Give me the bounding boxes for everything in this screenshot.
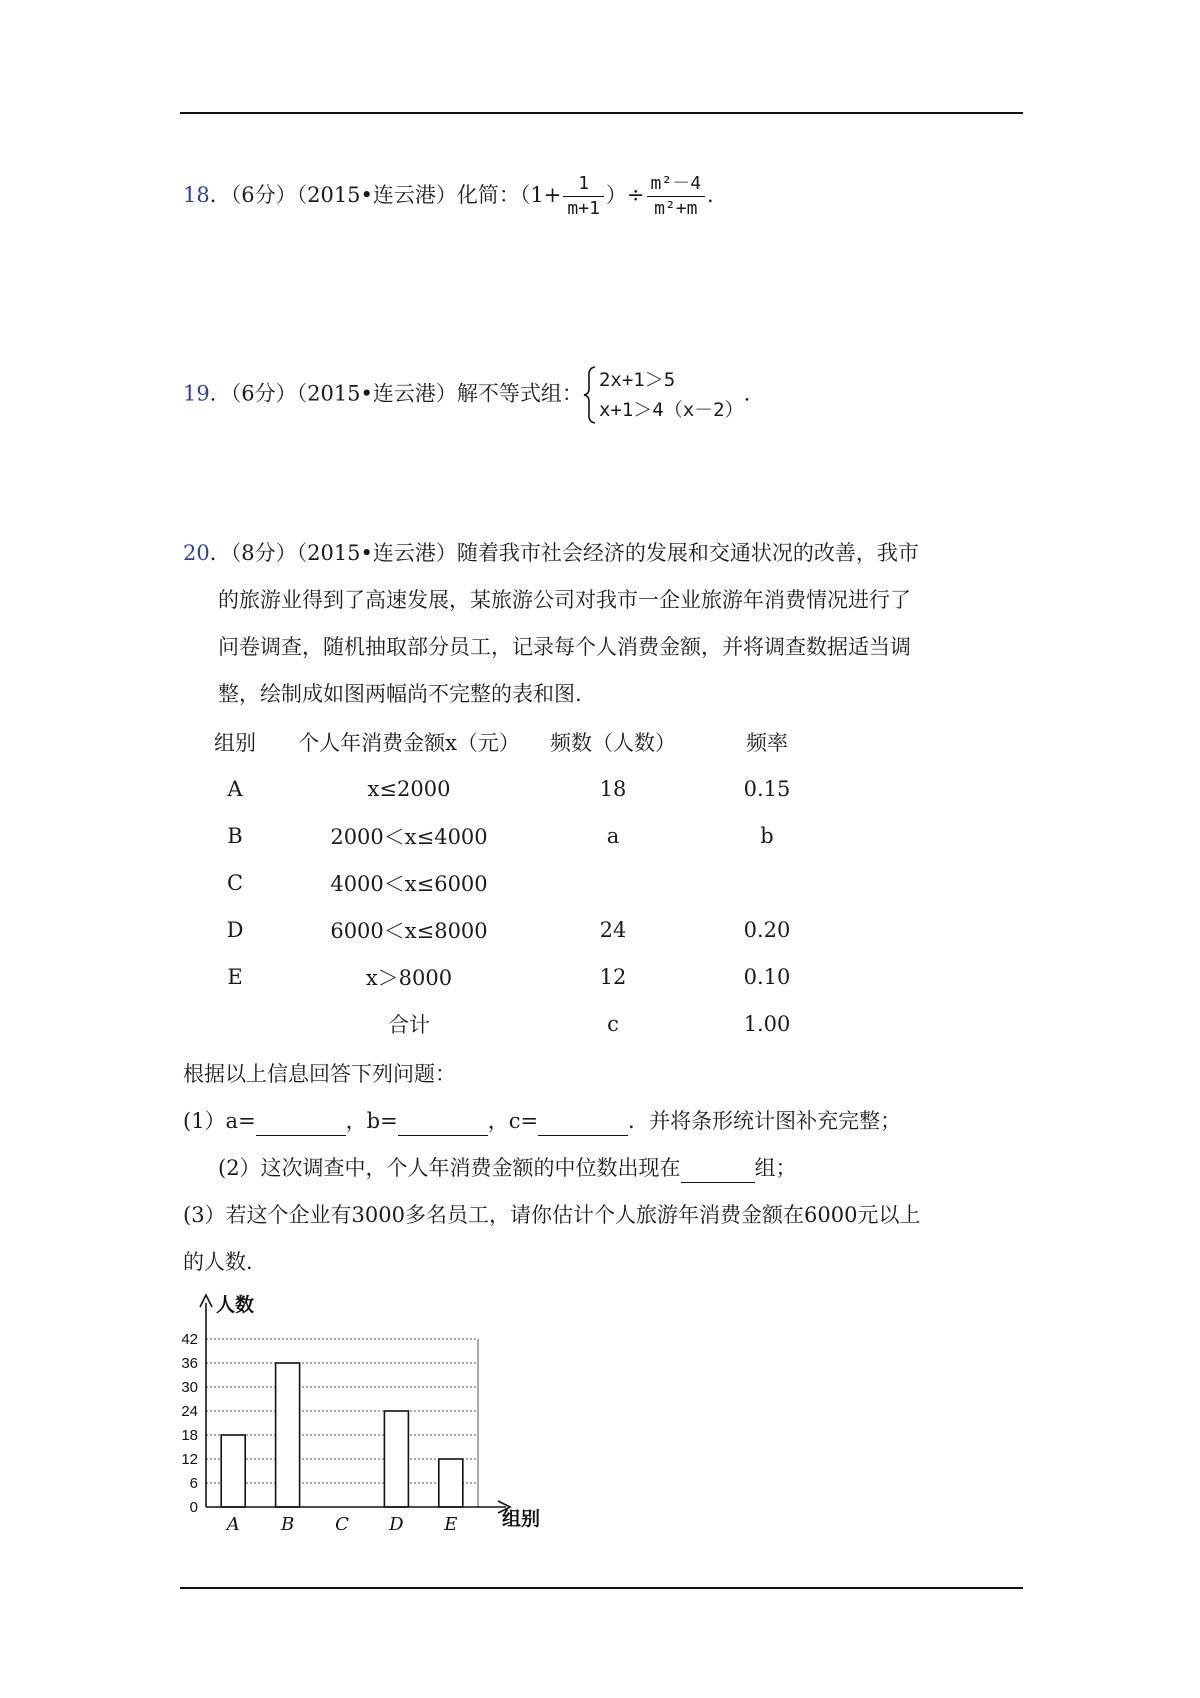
question-number: 19 [183,381,210,406]
table-cell: B [227,823,243,848]
table-cell [682,859,852,906]
x-tick-label: A [226,1514,240,1535]
part-1-c-label: ，c= [487,1109,539,1133]
x-tick-label: D [389,1514,404,1535]
question-number: 20 [183,541,210,565]
question-number: 18 [183,183,210,207]
table-row [196,1000,852,1047]
y-tick-label: 36 [181,1355,198,1372]
x-tick-label: E [444,1514,458,1535]
table-cell: 0.20 [743,917,791,942]
table-cell: c [607,1011,619,1036]
table-header-cell: 组别 [214,730,256,755]
table-header-cell: 频率 [746,730,788,755]
question-20-line-4: 整，绘制成如图两幅尚不完整的表和图. [218,682,582,706]
y-tick-label: 0 [189,1499,198,1516]
answer-blank-group[interactable] [681,1154,755,1183]
table-cell: x≤2000 [367,776,451,801]
table-cell: A [227,776,243,801]
answer-blank-b[interactable] [398,1107,488,1136]
bottom-rule [180,1587,1023,1589]
questions-intro: 根据以上信息回答下列问题： [183,1062,456,1086]
y-tick-label: 24 [181,1403,198,1420]
table-cell: x＞8000 [365,965,453,990]
table-row [196,812,852,859]
fraction-numerator: m²－4 [647,172,706,197]
fraction-1 [563,172,604,221]
table-header-cell: 个人年消费金额x（元） [298,730,520,755]
x-axis-title: 组别 [502,1508,541,1530]
bar-A [221,1435,245,1507]
table-row [196,859,852,906]
table-cell: a [606,823,620,848]
answer-blank-c[interactable] [538,1107,628,1136]
bar-chart [176,1285,556,1535]
y-tick-label: 42 [181,1331,198,1348]
answer-blank-a[interactable] [256,1107,346,1136]
table-cell: 1.00 [743,1011,791,1036]
part-1-b-label: ，b= [345,1109,398,1133]
left-brace-icon [583,365,597,425]
question-part-2 [218,1154,797,1183]
x-tick-label: B [280,1514,295,1535]
table-cell: D [226,917,244,942]
question-text: ．（6分）（2015•连云港）解不等式组： [209,381,583,406]
table-cell: 0.15 [743,776,791,801]
chart-grid [206,1339,478,1507]
question-part-1 [183,1107,901,1136]
frequency-table [196,718,852,1047]
part-1-a-label: (1）a= [183,1109,256,1133]
question-20-line-1 [183,539,919,567]
question-18 [183,172,714,221]
question-end: . [743,381,751,406]
table-header-cell: 频数（人数） [550,730,676,755]
fraction-2 [647,172,706,221]
question-part-3-line-2: 的人数. [183,1250,253,1274]
part-2-text: (2）这次调查中，个人年消费金额的中位数出现在 [218,1156,681,1180]
question-20-line-3: 问卷调查，随机抽取部分员工，记录每个人消费金额，并将调查数据适当调 [218,635,911,659]
question-text: ．（8分）（2015•连云港）随着我市社会经济的发展和交通状况的改善，我市 [209,541,919,565]
y-tick-label: 30 [181,1379,198,1396]
y-tick-label: 6 [189,1475,198,1492]
x-tick-label: C [335,1514,349,1535]
table-cell: 4000＜x≤6000 [330,871,488,896]
question-text: ．（6分）（2015•连云港）化简：（1+ [209,183,562,207]
table-cell: 24 [599,917,627,942]
question-19 [183,365,750,425]
fraction-denominator: m+1 [567,198,600,219]
table-cell: 合计 [388,1012,430,1037]
bar-B [276,1363,300,1507]
table-cell: 12 [599,964,627,989]
inequality-1: 2x+1＞5 [598,369,676,391]
table-cell [544,859,682,906]
y-axis-title: 人数 [216,1294,255,1316]
fraction-numerator: 1 [563,172,604,197]
divide-sign: ）÷ [605,183,645,207]
table-cell: E [227,964,243,989]
table-cell: 0.10 [743,964,791,989]
table-cell: b [760,823,774,848]
table-row [196,906,852,953]
inequality-2: x+1＞4（x－2） [598,399,744,421]
part-1-tail: ．并将条形统计图补充完整； [628,1109,902,1133]
table-row [196,765,852,812]
bar-E [439,1459,463,1507]
question-part-3-line-1: (3）若这个企业有3000多名员工，请你估计个人旅游年消费金额在6000元以上 [183,1203,921,1227]
top-rule [180,112,1023,114]
question-end: . [707,183,714,207]
inequality-system [583,365,744,425]
table-cell: 18 [599,776,627,801]
part-2-tail: 组； [754,1156,797,1180]
y-tick-label: 18 [181,1427,198,1444]
table-row [196,953,852,1000]
table-header [196,718,852,765]
table-cell: 2000＜x≤4000 [330,824,488,849]
table-cell [196,1000,274,1047]
table-cell: C [226,870,244,895]
fraction-denominator: m²+m [654,198,698,219]
table-cell: 6000＜x≤8000 [330,918,488,943]
y-tick-label: 12 [181,1451,198,1468]
question-20-line-2: 的旅游业得到了高速发展，某旅游公司对我市一企业旅游年消费情况进行了 [218,588,911,612]
bar-D [384,1411,408,1507]
